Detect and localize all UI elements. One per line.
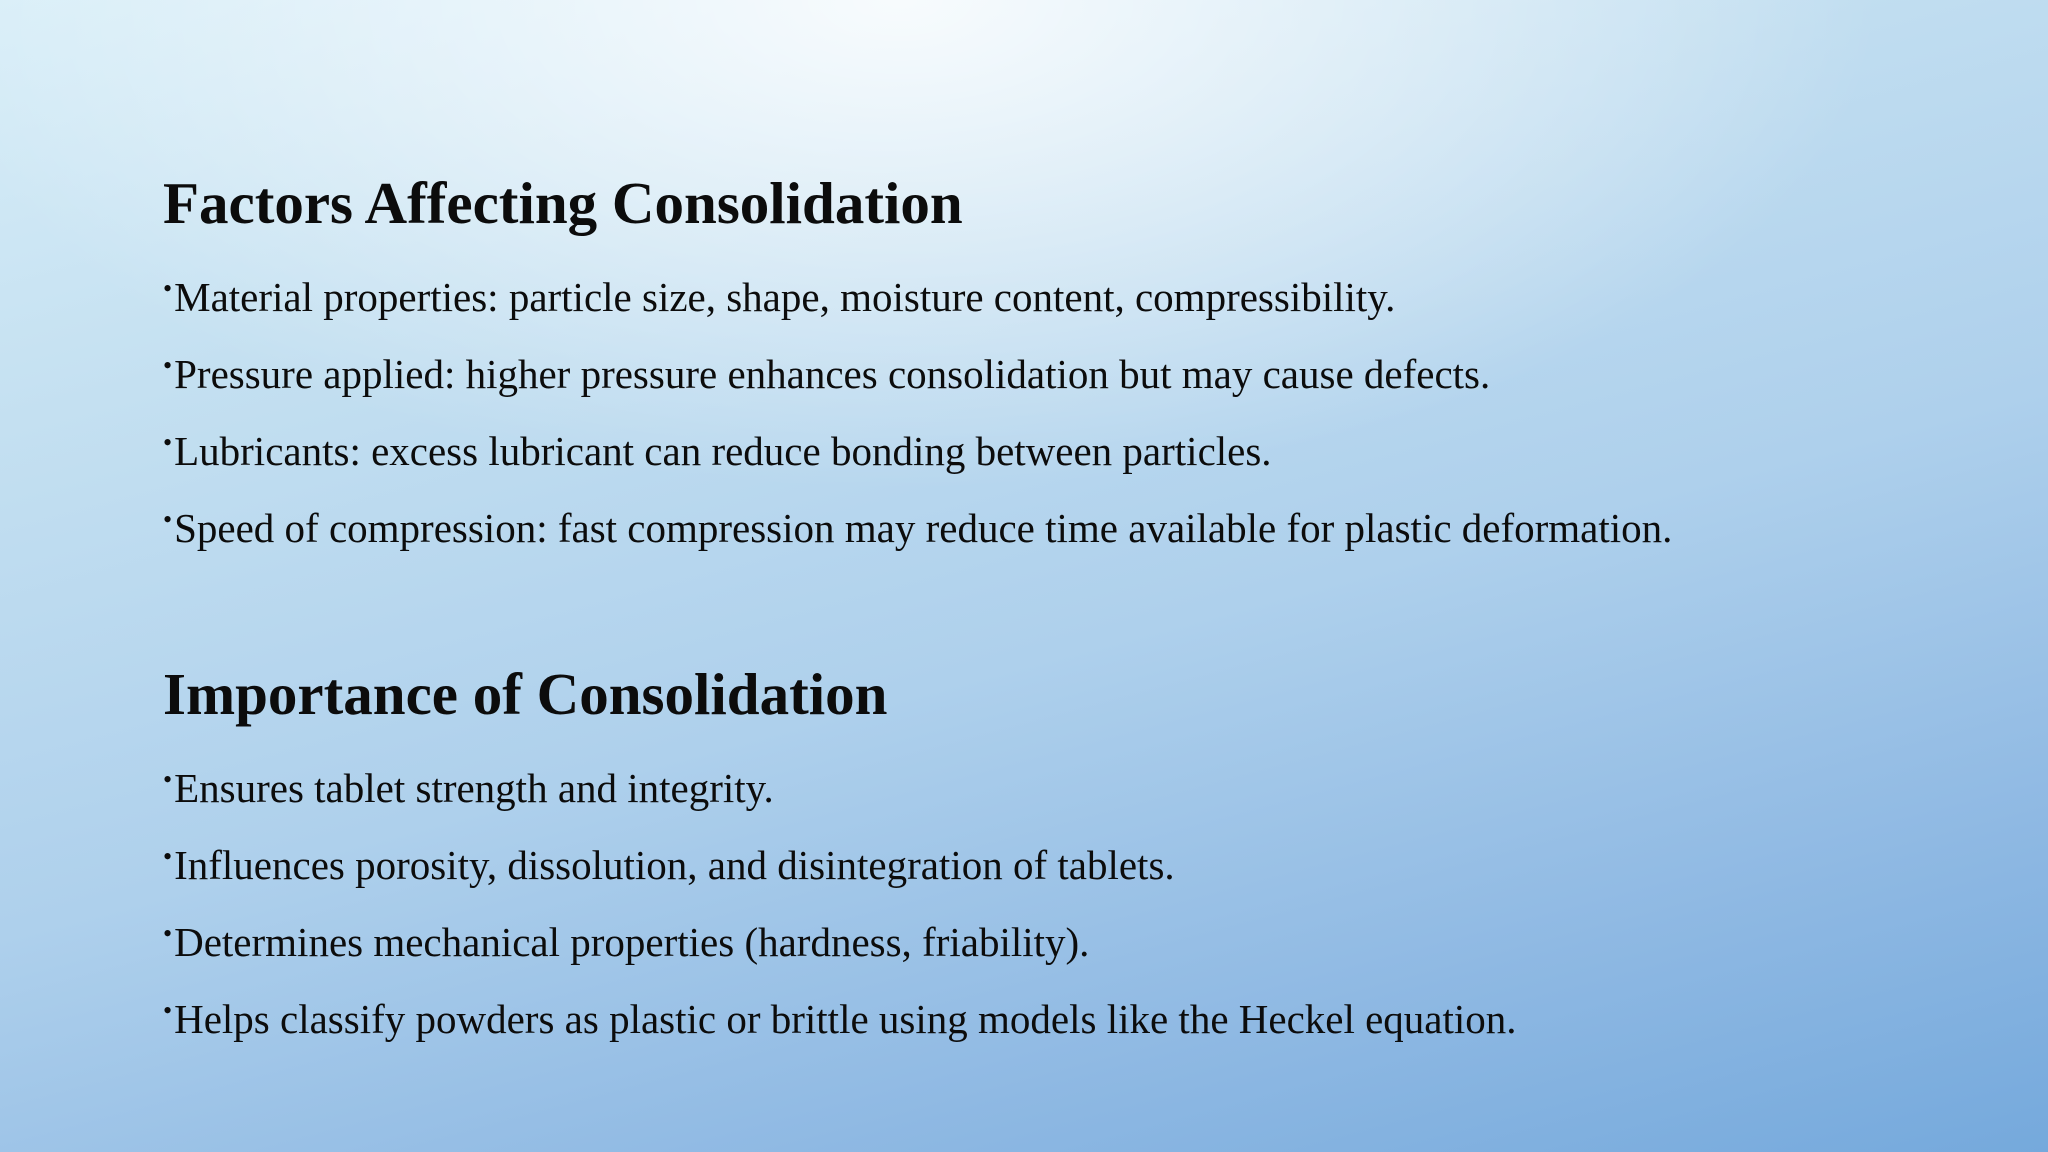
bullet-icon: • [163,996,173,1025]
bullet-item [163,818,1963,895]
factors-section [163,168,1963,558]
bullet-text: Speed of compression: fast compression may reduce time available for plastic deformation. [174,505,1673,551]
bullet-item [163,404,1963,481]
factors-bullet-list [163,250,1963,558]
bullet-text: Material properties: particle size, shape, moisture content, compressibility. [174,274,1396,320]
bullet-item [163,327,1963,404]
importance-heading: Importance of Consolidation [163,661,888,727]
bullet-icon: • [163,919,173,948]
bullet-icon: • [163,274,173,303]
bullet-icon: • [163,842,173,871]
bullet-text: Determines mechanical properties (hardness, friability). [174,919,1090,965]
importance-bullet-list [163,741,1963,1049]
bullet-text: Influences porosity, dissolution, and disintegration of tablets. [174,842,1175,888]
factors-heading: Factors Affecting Consolidation [163,170,963,236]
bullet-text: Ensures tablet strength and integrity. [174,765,774,811]
bullet-text: Lubricants: excess lubricant can reduce bonding between particles. [174,428,1272,474]
importance-section [163,659,1963,1049]
bullet-icon: • [163,351,173,380]
bullet-text: Pressure applied: higher pressure enhances consolidation but may cause defects. [174,351,1491,397]
bullet-item [163,741,1963,818]
bullet-item [163,250,1963,327]
bullet-item [163,481,1963,558]
bullet-item [163,972,1963,1049]
bullet-text: Helps classify powders as plastic or brittle using models like the Heckel equation. [174,996,1517,1042]
bullet-icon: • [163,505,173,534]
bullet-item [163,895,1963,972]
bullet-icon: • [163,428,173,457]
bullet-icon: • [163,765,173,794]
